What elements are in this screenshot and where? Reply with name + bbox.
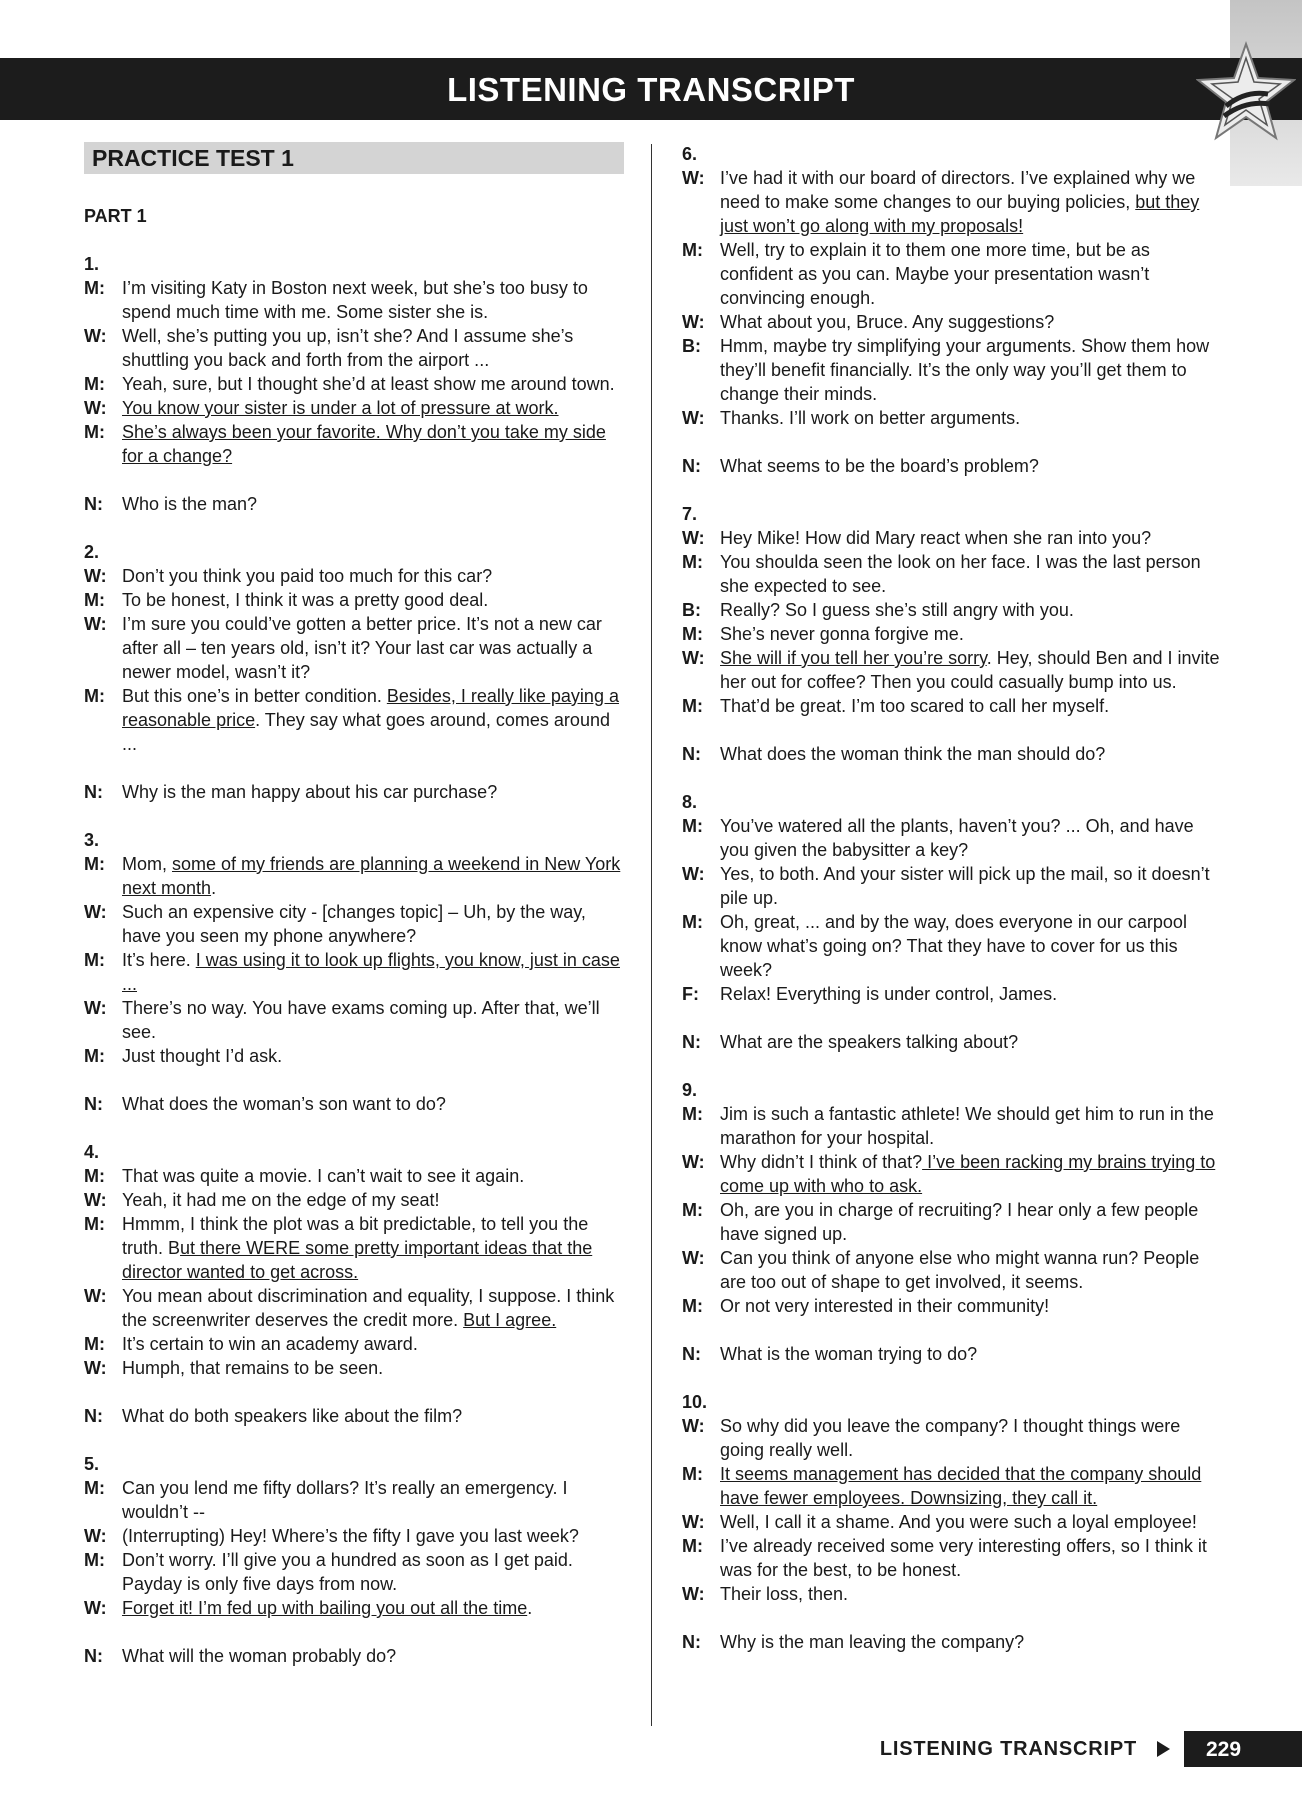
dialogue-line: [84, 1356, 624, 1380]
speaker-label: M:: [84, 1166, 105, 1186]
underlined-text: but they just won’t go along with my proposals!: [720, 192, 1200, 236]
speaker-label: W:: [682, 1416, 705, 1436]
dialogue-text: [122, 852, 624, 900]
speaker-label: M:: [84, 1214, 105, 1234]
question-text: What do both speakers like about the film?: [122, 1406, 463, 1426]
text-segment: Oh, are you in charge of recruiting? I hear only a few people have signed up.: [720, 1200, 1199, 1244]
text-segment: . They say what goes around, comes around ...: [122, 710, 610, 754]
footer: [880, 1731, 1302, 1767]
text-segment: Relax! Everything is under control, James.: [720, 984, 1058, 1004]
text-segment: Yeah, sure, but I thought she’d at least show me around town.: [122, 374, 615, 394]
dialogue-line: [84, 612, 624, 684]
dialogue-text: [122, 1524, 624, 1548]
question-block: [84, 828, 624, 1116]
underlined-text: ut there WERE some pretty important ideas that the director wanted to get across.: [122, 1238, 593, 1282]
speaker-label: N:: [84, 494, 103, 514]
speaker-label: M:: [84, 590, 105, 610]
speaker-label: M:: [84, 374, 105, 394]
dialogue-line: [682, 694, 1227, 718]
dialogue-text: [720, 622, 1227, 646]
dialogue-line: [84, 1044, 624, 1068]
dialogue-line: [682, 310, 1227, 334]
narrator-question: [682, 1630, 1227, 1654]
dialogue-line: [682, 166, 1227, 238]
dialogue-text: [720, 238, 1227, 310]
speaker-label: W:: [84, 998, 107, 1018]
text-segment: Can you think of anyone else who might wanna run? People are too out of shape to get involved, it seems.: [720, 1248, 1200, 1292]
question-text: What seems to be the board’s problem?: [720, 456, 1039, 476]
text-segment: You shoulda seen the look on her face. I was the last person she expected to see.: [720, 552, 1201, 596]
underlined-text: I’ve been racking my brains trying to come up with who to ask.: [720, 1152, 1216, 1196]
dialogue-line: [84, 1596, 624, 1620]
text-segment: So why did you leave the company? I thought things were going really well.: [720, 1416, 1181, 1460]
question-block: [682, 1390, 1227, 1654]
speaker-label: M:: [682, 624, 703, 644]
speaker-label: N:: [84, 782, 103, 802]
dialogue-line: [682, 1582, 1227, 1606]
speaker-label: W:: [84, 1598, 107, 1618]
speaker-label: M:: [84, 278, 105, 298]
dialogue-line: [84, 1284, 624, 1332]
question-number: 7.: [682, 504, 698, 524]
dialogue-line: [682, 982, 1227, 1006]
speaker-label: W:: [84, 1358, 107, 1378]
dialogue-line: [84, 324, 624, 372]
text-segment: It’s here.: [122, 950, 196, 970]
text-segment: That’d be great. I’m too scared to call her myself.: [720, 696, 1110, 716]
text-segment: Well, she’s putting you up, isn’t she? And I assume she’s shuttling you back and forth from the airport ...: [122, 326, 574, 370]
star-icon: [1196, 40, 1296, 148]
underlined-text: Forget it! I’m fed up with bailing you out all the time: [122, 1598, 528, 1618]
text-segment: I’ve had it with our board of directors. I’ve explained why we need to make some changes to our buying policies,: [720, 168, 1196, 212]
column-divider: [651, 144, 652, 1726]
dialogue-line: [84, 996, 624, 1044]
question-block: [682, 790, 1227, 1054]
speaker-label: W:: [84, 902, 107, 922]
speaker-label: M:: [84, 1550, 105, 1570]
dialogue-text: [720, 1198, 1227, 1246]
underlined-text: She will if you tell her you’re sorry: [720, 648, 987, 668]
dialogue-text: [122, 1188, 624, 1212]
dialogue-line: [84, 396, 624, 420]
speaker-label: M:: [682, 240, 703, 260]
dialogue-text: [122, 420, 624, 468]
dialogue-line: [84, 588, 624, 612]
dialogue-text: [720, 1462, 1227, 1510]
narrator-question: [682, 454, 1227, 478]
speaker-label: W:: [84, 1286, 107, 1306]
dialogue-text: [122, 684, 624, 756]
speaker-label: M:: [84, 854, 105, 874]
speaker-label: N:: [682, 1632, 701, 1652]
narrator-question: [682, 742, 1227, 766]
dialogue-line: [84, 564, 624, 588]
text-segment: Thanks. I’ll work on better arguments.: [720, 408, 1021, 428]
arrow-right-icon: [1157, 1741, 1170, 1757]
dialogue-line: [84, 684, 624, 756]
dialogue-text: [720, 1102, 1227, 1150]
dialogue-line: [84, 1548, 624, 1596]
narrator-question: [682, 1030, 1227, 1054]
dialogue-text: [122, 948, 624, 996]
speaker-label: N:: [682, 456, 701, 476]
dialogue-text: [720, 1582, 1227, 1606]
dialogue-line: [84, 276, 624, 324]
question-block: [682, 142, 1227, 478]
dialogue-text: [720, 598, 1227, 622]
dialogue-text: [720, 982, 1227, 1006]
right-column: [682, 142, 1227, 1678]
text-segment: Well, I call it a shame. And you were such a loyal employee!: [720, 1512, 1197, 1532]
speaker-label: W:: [682, 1248, 705, 1268]
dialogue-text: [122, 276, 624, 324]
speaker-label: W:: [682, 648, 705, 668]
question-text: What does the woman’s son want to do?: [122, 1094, 446, 1114]
speaker-label: M:: [84, 686, 105, 706]
right-questions: [682, 142, 1227, 1654]
speaker-label: W:: [84, 326, 107, 346]
text-segment: Hmmm, I think the plot was a bit predictable, to tell you the truth. B: [122, 1214, 589, 1258]
dialogue-text: [122, 588, 624, 612]
text-segment: I’m visiting Katy in Boston next week, but she’s too busy to spend much time with me. Some sister she is.: [122, 278, 588, 322]
text-segment: Hmm, maybe try simplifying your arguments. Show them how they’ll benefit financially. It’s the only way you’ll get them to change their minds.: [720, 336, 1210, 404]
dialogue-text: [720, 406, 1227, 430]
dialogue-line: [682, 814, 1227, 862]
dialogue-line: [682, 550, 1227, 598]
dialogue-text: [122, 1332, 624, 1356]
dialogue-text: [720, 646, 1227, 694]
dialogue-text: [720, 694, 1227, 718]
question-number: 3.: [84, 830, 100, 850]
dialogue-text: [720, 310, 1227, 334]
dialogue-line: [84, 948, 624, 996]
speaker-label: N:: [84, 1094, 103, 1114]
dialogue-line: [682, 1534, 1227, 1582]
left-questions: [84, 252, 624, 1668]
narrator-question: [84, 1092, 624, 1116]
text-segment: Yeah, it had me on the edge of my seat!: [122, 1190, 440, 1210]
left-column: [84, 142, 624, 1692]
question-text: What does the woman think the man should do?: [720, 744, 1106, 764]
speaker-label: M:: [682, 1200, 703, 1220]
speaker-label: W:: [84, 1190, 107, 1210]
dialogue-line: [682, 1294, 1227, 1318]
text-segment: Can you lend me fifty dollars? It’s really an emergency. I wouldn’t --: [122, 1478, 568, 1522]
text-segment: Why didn’t I think of that?: [720, 1152, 923, 1172]
question-number: 6.: [682, 144, 698, 164]
underlined-text: But I agree.: [463, 1310, 557, 1330]
dialogue-text: [720, 334, 1227, 406]
text-segment: Or not very interested in their community!: [720, 1296, 1050, 1316]
dialogue-text: [122, 900, 624, 948]
dialogue-line: [682, 1246, 1227, 1294]
text-segment: But this one’s in better condition.: [122, 686, 387, 706]
dialogue-text: [122, 1044, 624, 1068]
text-segment: You’ve watered all the plants, haven’t you? ... Oh, and have you given the babysitter a key?: [720, 816, 1194, 860]
dialogue-line: [682, 1462, 1227, 1510]
question-text: What will the woman probably do?: [122, 1646, 397, 1666]
speaker-label: M:: [84, 1478, 105, 1498]
text-segment: There’s no way. You have exams coming up. After that, we’ll see.: [122, 998, 600, 1042]
speaker-label: F:: [682, 984, 699, 1004]
dialogue-line: [682, 910, 1227, 982]
text-segment: .: [211, 878, 217, 898]
dialogue-text: [720, 526, 1227, 550]
speaker-label: M:: [682, 1296, 703, 1316]
text-segment: .: [527, 1598, 533, 1618]
dialogue-text: [122, 1548, 624, 1596]
dialogue-text: [122, 612, 624, 684]
dialogue-text: [122, 1212, 624, 1284]
speaker-label: W:: [84, 398, 107, 418]
speaker-label: N:: [84, 1406, 103, 1426]
dialogue-text: [122, 324, 624, 372]
dialogue-text: [122, 1476, 624, 1524]
dialogue-line: [84, 1212, 624, 1284]
text-segment: That was quite a movie. I can’t wait to see it again.: [122, 1166, 525, 1186]
question-block: [84, 540, 624, 804]
narrator-question: [84, 1404, 624, 1428]
dialogue-text: [720, 862, 1227, 910]
text-segment: It’s certain to win an academy award.: [122, 1334, 418, 1354]
speaker-label: W:: [682, 1152, 705, 1172]
dialogue-line: [682, 1510, 1227, 1534]
dialogue-text: [122, 564, 624, 588]
dialogue-text: [720, 1414, 1227, 1462]
header-bar: [0, 58, 1302, 120]
dialogue-line: [84, 1332, 624, 1356]
speaker-label: W:: [682, 168, 705, 188]
dialogue-text: [720, 814, 1227, 862]
dialogue-line: [682, 622, 1227, 646]
speaker-label: M:: [682, 1536, 703, 1556]
text-segment: . Hey, should Ben and I invite her out for coffee? Then you could casually bump into us.: [720, 648, 1220, 692]
dialogue-line: [84, 372, 624, 396]
speaker-label: B:: [682, 336, 701, 356]
test-title: PRACTICE TEST 1: [84, 142, 624, 174]
dialogue-line: [84, 852, 624, 900]
text-segment: Oh, great, ... and by the way, does everyone in our carpool know what’s going on? That they have to cover for us this week?: [720, 912, 1187, 980]
dialogue-line: [84, 900, 624, 948]
speaker-label: M:: [84, 950, 105, 970]
underlined-text: You know your sister is under a lot of pressure at work.: [122, 398, 559, 418]
dialogue-text: [122, 1356, 624, 1380]
dialogue-line: [682, 238, 1227, 310]
dialogue-line: [682, 1102, 1227, 1150]
dialogue-text: [122, 1164, 624, 1188]
narrator-question: [84, 492, 624, 516]
page-title: LISTENING TRANSCRIPT: [447, 71, 855, 108]
narrator-question: [84, 780, 624, 804]
question-text: Who is the man?: [122, 494, 258, 514]
dialogue-line: [682, 1414, 1227, 1462]
dialogue-text: [122, 372, 624, 396]
question-number: 8.: [682, 792, 698, 812]
speaker-label: M:: [682, 1464, 703, 1484]
speaker-label: W:: [682, 312, 705, 332]
question-text: What is the woman trying to do?: [720, 1344, 978, 1364]
question-number: 5.: [84, 1454, 100, 1474]
dialogue-text: [720, 550, 1227, 598]
question-number: 2.: [84, 542, 100, 562]
dialogue-line: [84, 420, 624, 468]
speaker-label: M:: [682, 816, 703, 836]
dialogue-text: [720, 1534, 1227, 1582]
question-block: [84, 1140, 624, 1428]
speaker-label: W:: [682, 1512, 705, 1532]
speaker-label: W:: [84, 614, 107, 634]
question-block: [682, 502, 1227, 766]
underlined-text: She’s always been your favorite. Why don’t you take my side for a change?: [122, 422, 606, 466]
dialogue-line: [682, 334, 1227, 406]
underlined-text: some of my friends are planning a weekend in New York next month: [122, 854, 621, 898]
question-block: [682, 1078, 1227, 1366]
dialogue-text: [122, 396, 624, 420]
dialogue-text: [720, 166, 1227, 238]
dialogue-text: [720, 1150, 1227, 1198]
underlined-text: I was using it to look up flights, you know, just in case ...: [122, 950, 620, 994]
speaker-label: B:: [682, 600, 701, 620]
text-segment: Such an expensive city - [changes topic] – Uh, by the way, have you seen my phone anywhere?: [122, 902, 586, 946]
question-text: Why is the man leaving the company?: [720, 1632, 1025, 1652]
question-number: 1.: [84, 254, 100, 274]
text-segment: I’ve already received some very interesting offers, so I think it was for the best, to be honest.: [720, 1536, 1207, 1580]
dialogue-line: [682, 1198, 1227, 1246]
text-segment: Yes, to both. And your sister will pick up the mail, so it doesn’t pile up.: [720, 864, 1210, 908]
dialogue-line: [682, 406, 1227, 430]
text-segment: Don’t worry. I’ll give you a hundred as soon as I get paid. Payday is only five days from now.: [122, 1550, 573, 1594]
text-segment: Really? So I guess she’s still angry with you.: [720, 600, 1074, 620]
text-segment: She’s never gonna forgive me.: [720, 624, 964, 644]
narrator-question: [682, 1342, 1227, 1366]
question-number: 9.: [682, 1080, 698, 1100]
speaker-label: W:: [682, 1584, 705, 1604]
text-segment: Don’t you think you paid too much for this car?: [122, 566, 493, 586]
dialogue-line: [682, 646, 1227, 694]
text-segment: Jim is such a fantastic athlete! We should get him to run in the marathon for your hospital.: [720, 1104, 1214, 1148]
underlined-text: It seems management has decided that the company should have fewer employees. Downsizing, they call it.: [720, 1464, 1202, 1508]
dialogue-text: [720, 1510, 1227, 1534]
question-block: [84, 1452, 624, 1668]
dialogue-line: [84, 1476, 624, 1524]
underlined-text: Besides, I really like paying a reasonable price: [122, 686, 619, 730]
question-number: 4.: [84, 1142, 100, 1162]
speaker-label: W:: [84, 1526, 107, 1546]
page-number: 229: [1184, 1731, 1302, 1767]
dialogue-line: [682, 1150, 1227, 1198]
speaker-label: M:: [84, 422, 105, 442]
text-segment: What about you, Bruce. Any suggestions?: [720, 312, 1055, 332]
speaker-label: M:: [84, 1334, 105, 1354]
question-number: 10.: [682, 1392, 708, 1412]
question-block: [84, 252, 624, 516]
dialogue-text: [720, 910, 1227, 982]
speaker-label: M:: [84, 1046, 105, 1066]
dialogue-line: [682, 598, 1227, 622]
speaker-label: M:: [682, 696, 703, 716]
speaker-label: N:: [84, 1646, 103, 1666]
narrator-question: [84, 1644, 624, 1668]
speaker-label: M:: [682, 552, 703, 572]
dialogue-line: [682, 526, 1227, 550]
speaker-label: W:: [84, 566, 107, 586]
dialogue-text: [720, 1246, 1227, 1294]
question-text: What are the speakers talking about?: [720, 1032, 1019, 1052]
text-segment: You mean about discrimination and equality, I suppose. I think the screenwriter deserves the credit more.: [122, 1286, 615, 1330]
speaker-label: N:: [682, 1344, 701, 1364]
dialogue-line: [84, 1188, 624, 1212]
text-segment: Mom,: [122, 854, 173, 874]
text-segment: To be honest, I think it was a pretty good deal.: [122, 590, 489, 610]
dialogue-text: [122, 1284, 624, 1332]
speaker-label: N:: [682, 1032, 701, 1052]
dialogue-text: [122, 1596, 624, 1620]
text-segment: Humph, that remains to be seen.: [122, 1358, 384, 1378]
text-segment: Just thought I’d ask.: [122, 1046, 283, 1066]
dialogue-line: [84, 1164, 624, 1188]
text-segment: (Interrupting) Hey! Where’s the fifty I gave you last week?: [122, 1526, 579, 1546]
dialogue-text: [122, 996, 624, 1044]
text-segment: Well, try to explain it to them one more time, but be as confident as you can. Maybe your presentation wasn’t convincing enough.: [720, 240, 1150, 308]
dialogue-line: [682, 862, 1227, 910]
speaker-label: M:: [682, 912, 703, 932]
dialogue-line: [84, 1524, 624, 1548]
speaker-label: M:: [682, 1104, 703, 1124]
question-text: Why is the man happy about his car purchase?: [122, 782, 498, 802]
text-segment: Hey Mike! How did Mary react when she ran into you?: [720, 528, 1152, 548]
dialogue-text: [720, 1294, 1227, 1318]
footer-label: LISTENING TRANSCRIPT: [879, 1737, 1137, 1760]
text-segment: I’m sure you could’ve gotten a better price. It’s not a new car after all – ten years old, isn’t it? Your last car was actually a newer model, wasn’t it?: [122, 614, 602, 682]
text-segment: Their loss, then.: [720, 1584, 849, 1604]
speaker-label: W:: [682, 528, 705, 548]
part-title: PART 1: [84, 206, 147, 226]
speaker-label: W:: [682, 864, 705, 884]
speaker-label: W:: [682, 408, 705, 428]
speaker-label: N:: [682, 744, 701, 764]
